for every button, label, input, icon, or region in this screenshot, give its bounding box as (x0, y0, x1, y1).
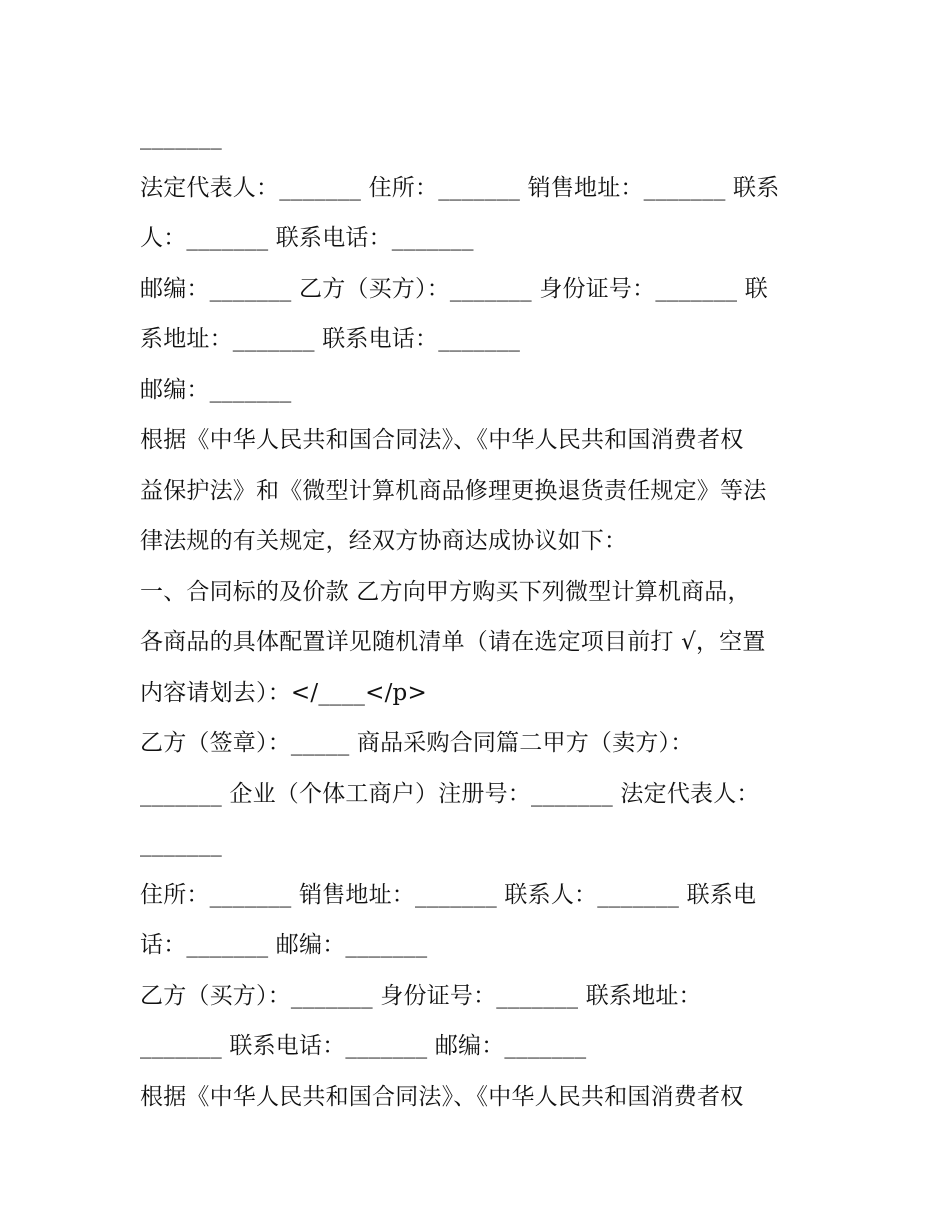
text-line: 各商品的具体配置详见随机清单（请在选定项目前打 √，空置 (140, 629, 766, 655)
text-line: 律法规的有关规定，经双方协商达成协议如下： (140, 528, 628, 554)
text-line: _______ (140, 124, 222, 150)
text-line: 邮编：_______ 乙方（买方）：_______ 身份证号：_______ 联 (140, 275, 768, 302)
text-line: 根据《中华人民共和国合同法》、《中华人民共和国消费者权 (140, 1083, 744, 1110)
text-line: 住所：_______ 销售地址：_______ 联系人：_______ 联系电 (140, 881, 757, 908)
text-line: 益保护法》和《微型计算机商品修理更换退货责任规定》等法 (140, 477, 767, 504)
text-line: 乙方（签章）：_____ 商品采购合同篇二甲方（卖方）： (140, 730, 694, 756)
text-line: _______ (140, 831, 222, 857)
text-line: 乙方（买方）：_______ 身份证号：_______ 联系地址： (140, 982, 702, 1009)
text-line: 根据《中华人民共和国合同法》、《中华人民共和国消费者权 (140, 427, 744, 453)
text-line: 人：_______ 联系电话：_______ (140, 225, 474, 251)
text-line: 话：_______ 邮编：_______ (140, 932, 428, 958)
text-line: 系地址：_______ 联系电话：_______ (140, 326, 521, 352)
document-body (140, 112, 820, 1122)
text-line: _______ 企业（个体工商户）注册号：_______ 法定代表人： (140, 780, 760, 807)
text-line: 邮编：_______ (140, 376, 292, 403)
text-line: 一、合同标的及价款 乙方向甲方购买下列微型计算机商品， (140, 578, 751, 605)
text-line: 内容请划去）：</____</p> (140, 679, 427, 706)
text-line: 法定代表人：_______ 住所：_______ 销售地址：_______ 联系 (140, 174, 780, 201)
text-line: _______ 联系电话：_______ 邮编：_______ (140, 1033, 587, 1059)
